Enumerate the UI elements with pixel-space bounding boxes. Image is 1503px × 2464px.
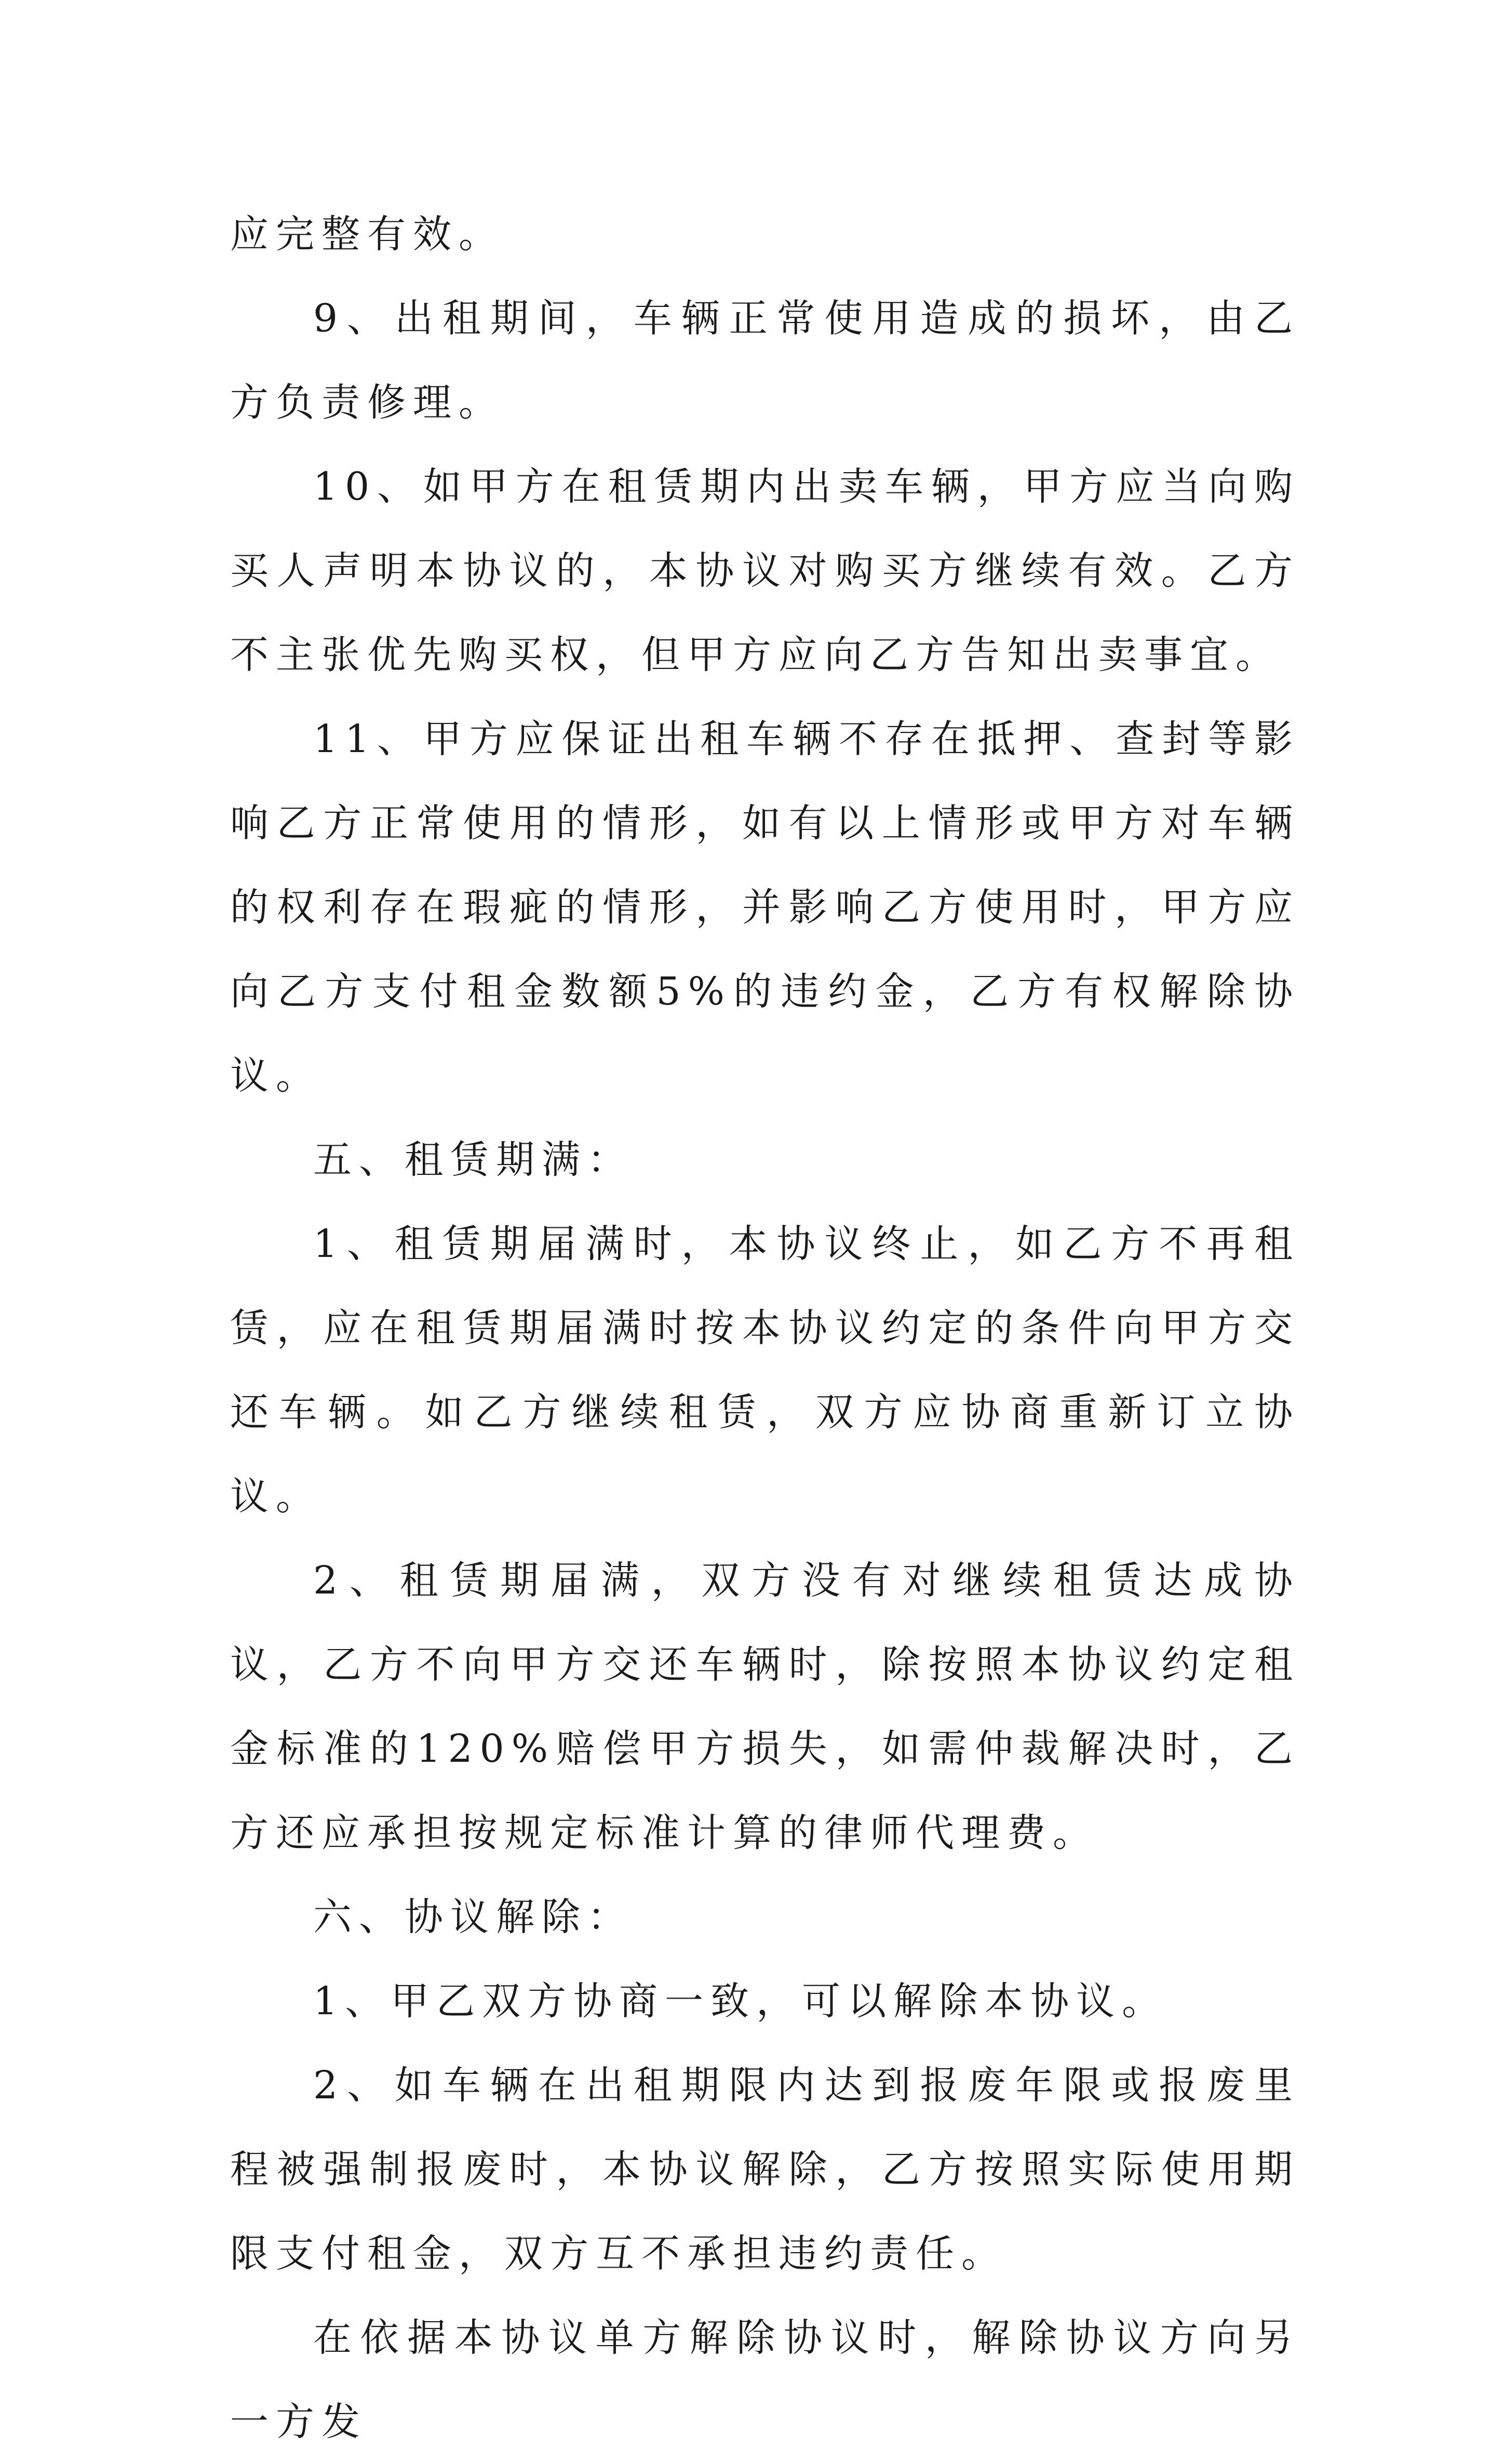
section-heading-6: 六、协议解除： (313, 1895, 633, 1939)
paragraph-7: 2、租赁期届满，双方没有对继续租赁达成协议，乙方不向甲方交还车辆时，除按照本协议约定租金标准的120%赔偿甲方损失，如需仲裁解决时，乙方还应承担按规定标准计算的律师代理费。 (230, 1558, 1300, 1855)
paragraph-4: 11、甲方应保证出租车辆不存在抵押、查封等影响乙方正常使用的情形，如有以上情形或甲方对车辆的权利存在瑕疵的情形，并影响乙方使用时，甲方应向乙方支付租金数额5%的违约金，乙方有权解除协议。 (230, 717, 1300, 1098)
paragraph-1: 应完整有效。 (230, 212, 504, 257)
paragraph-3: 10、如甲方在租赁期内出卖车辆，甲方应当向购买人声明本协议的，本协议对购买方继续有效。乙方不主张优先购买权，但甲方应向乙方告知出卖事宜。 (230, 464, 1300, 677)
paragraph-6: 1、租赁期届满时，本协议终止，如乙方不再租赁，应在租赁期届满时按本协议约定的条件向甲方交还车辆。如乙方继续租赁，双方应协商重新订立协议。 (230, 1222, 1300, 1519)
document-body (230, 192, 1300, 2464)
paragraph-10: 2、如车辆在出租期限内达到报废年限或报废里程被强制报废时，本协议解除，乙方按照实际使用期限支付租金，双方互不承担违约责任。 (230, 2063, 1300, 2276)
section-heading-5: 五、租赁期满： (313, 1137, 633, 1182)
paragraph-11: 在依据本协议单方解除协议时，解除协议方向另一方发 (230, 2315, 1300, 2444)
paragraph-9: 1、甲乙双方协商一致，可以解除本协议。 (313, 1979, 1168, 2024)
paragraph-2: 9、出租期间，车辆正常使用造成的损坏，由乙方负责修理。 (230, 296, 1300, 425)
